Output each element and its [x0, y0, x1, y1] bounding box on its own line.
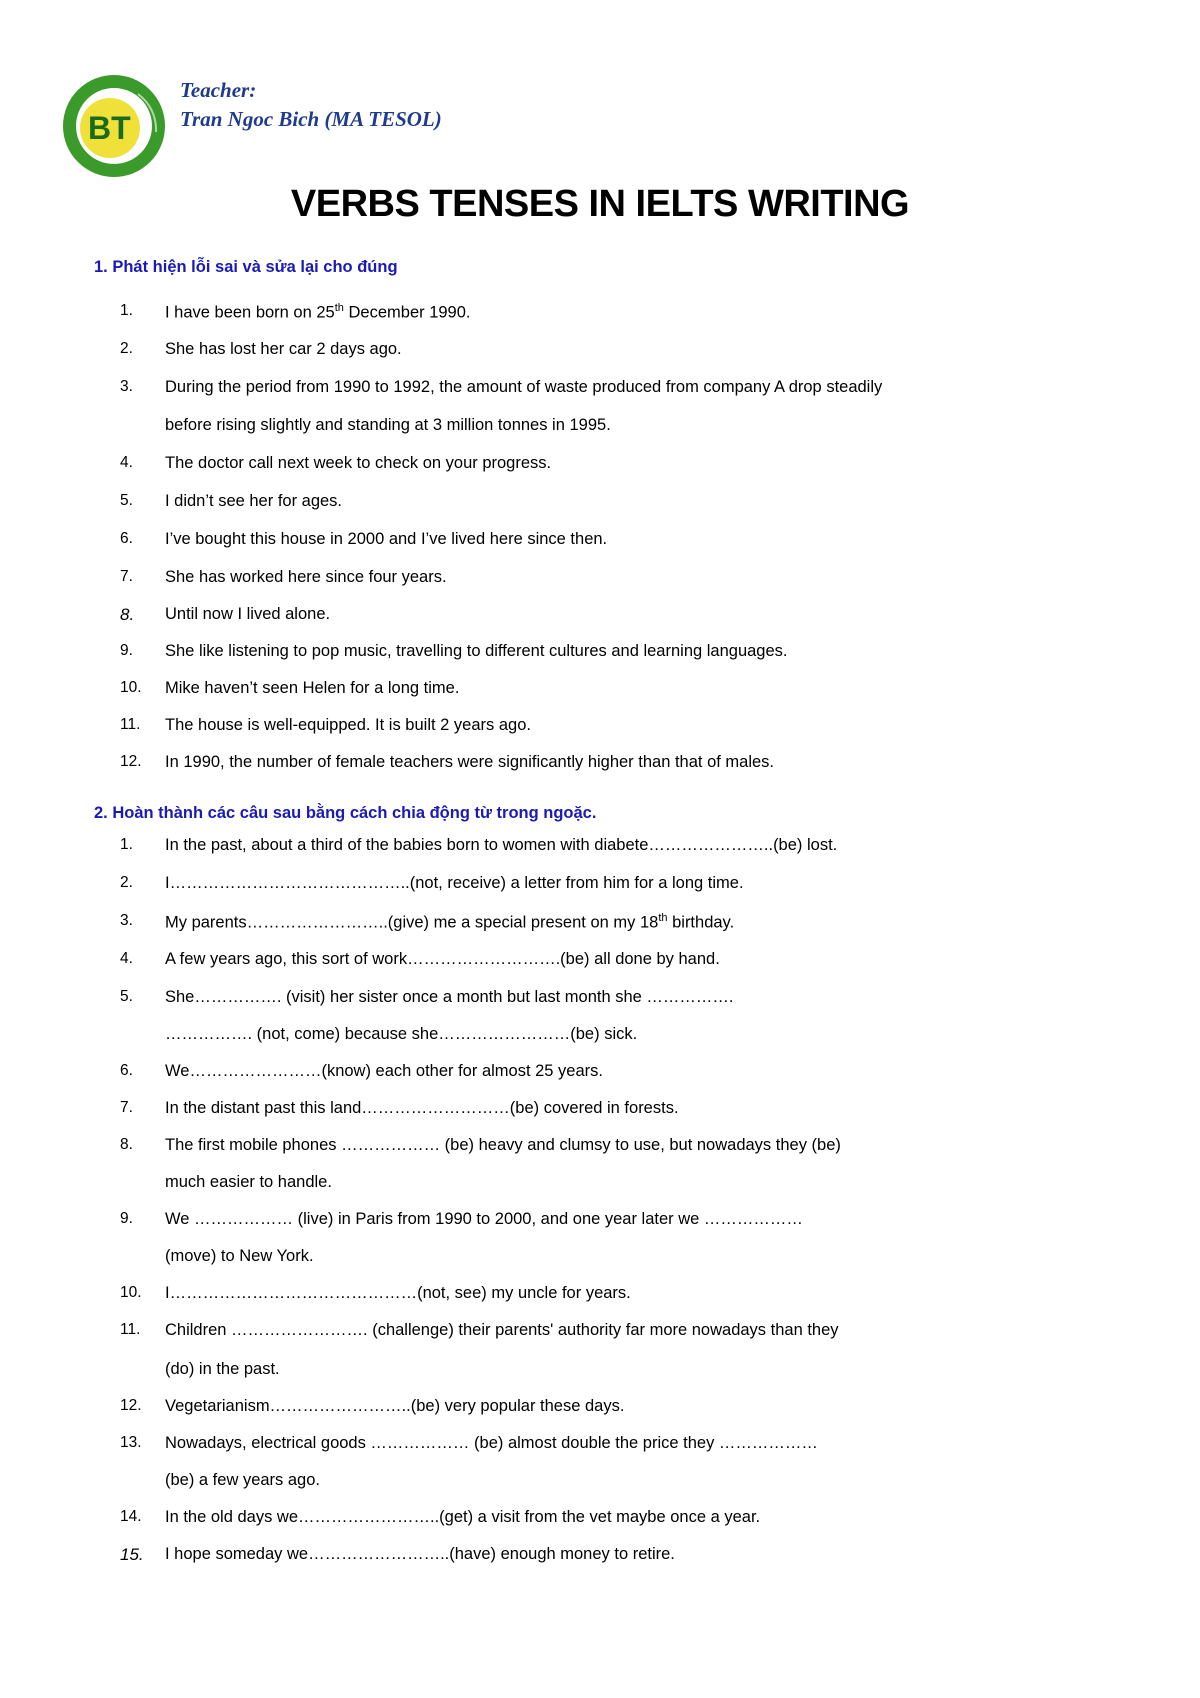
- item-text: I hope someday we……………………..(have) enough money to retire.: [165, 1545, 675, 1563]
- item-text: She like listening to pop music, travelling to different cultures and learning languages.: [165, 642, 788, 660]
- item-text: Mike haven’t seen Helen for a long time.: [165, 679, 460, 697]
- logo-text: BT: [88, 110, 131, 146]
- item-number: 12.: [120, 753, 142, 770]
- item-text: The doctor call next week to check on your progress.: [165, 454, 552, 472]
- item-number: 1.: [120, 836, 133, 853]
- item-text: I’ve bought this house in 2000 and I’ve lived here since then.: [165, 530, 608, 548]
- item-text: (move) to New York.: [165, 1247, 314, 1265]
- item-number: 14.: [120, 1508, 142, 1525]
- item-number: 9.: [120, 1210, 133, 1227]
- item-text: (be) a few years ago.: [165, 1471, 320, 1489]
- item-text: The house is well-equipped. It is built 2 years ago.: [165, 716, 531, 734]
- item-number: 10.: [120, 679, 142, 696]
- item-number: 11.: [120, 1321, 141, 1338]
- teacher-info: [180, 76, 442, 134]
- item-number: 11.: [120, 716, 141, 733]
- teacher-name: Tran Ngoc Bich (MA TESOL): [180, 107, 442, 131]
- item-text: She……………. (visit) her sister once a month but last month she …………….: [165, 988, 734, 1006]
- item-text: Children ……………………. (challenge) their parents' authority far more nowadays than they: [165, 1321, 839, 1339]
- item-number: 1.: [120, 302, 133, 319]
- item-number: 2.: [120, 874, 133, 891]
- item-number: 3.: [120, 912, 133, 929]
- section2-heading: 2. Hoàn thành các câu sau bằng cách chia động từ trong ngoặc.: [94, 804, 597, 822]
- item-number: 5.: [120, 988, 133, 1005]
- item-number: 8.: [120, 605, 135, 624]
- logo-graphic: [60, 72, 168, 180]
- item-text: ……………. (not, come) because she……………………(be) sick.: [165, 1025, 638, 1043]
- item-text: In the old days we……………………..(get) a visit from the vet maybe once a year.: [165, 1508, 761, 1526]
- item-text: I………………………………………(not, see) my uncle for years.: [165, 1284, 631, 1302]
- item-text: The first mobile phones ……………… (be) heavy and clumsy to use, but nowadays they (be): [165, 1136, 841, 1154]
- item-number: 4.: [120, 950, 133, 967]
- item-number: 7.: [120, 568, 133, 585]
- item-number: 6.: [120, 530, 133, 547]
- item-text: I have been born on 25th December 1990.: [165, 302, 471, 322]
- item-text: A few years ago, this sort of work……………………….(be) all done by hand.: [165, 950, 720, 968]
- item-text: Vegetarianism……………………..(be) very popular these days.: [165, 1397, 625, 1415]
- item-text: before rising slightly and standing at 3 million tonnes in 1995.: [165, 416, 611, 434]
- item-text: We ……………… (live) in Paris from 1990 to 2000, and one year later we ………………: [165, 1210, 803, 1228]
- item-text: She has worked here since four years.: [165, 568, 447, 586]
- logo: [60, 72, 168, 180]
- item-number: 5.: [120, 492, 133, 509]
- item-text: During the period from 1990 to 1992, the amount of waste produced from company A drop steadily: [165, 378, 883, 396]
- item-text: In the distant past this land………………………(be) covered in forests.: [165, 1099, 679, 1117]
- item-text: My parents……………………..(give) me a special present on my 18th birthday.: [165, 912, 735, 932]
- item-number: 10.: [120, 1284, 142, 1301]
- item-number: 8.: [120, 1136, 133, 1153]
- item-text: Until now I lived alone.: [165, 605, 331, 623]
- item-text: In the past, about a third of the babies born to women with diabete…………………..(be) lost.: [165, 836, 838, 854]
- item-number: 3.: [120, 378, 133, 395]
- page-title: VERBS TENSES IN IELTS WRITING: [290, 183, 910, 225]
- item-text: Nowadays, electrical goods ……………… (be) almost double the price they ………………: [165, 1434, 818, 1452]
- item-text: I didn’t see her for ages.: [165, 492, 343, 510]
- teacher-label: Teacher:: [180, 78, 257, 102]
- item-number: 12.: [120, 1397, 142, 1414]
- item-number: 13.: [120, 1434, 142, 1451]
- item-number: 9.: [120, 642, 133, 659]
- item-number: 7.: [120, 1099, 133, 1116]
- item-text: In 1990, the number of female teachers were significantly higher than that of males.: [165, 753, 775, 771]
- item-text: (do) in the past.: [165, 1360, 280, 1378]
- item-number: 15.: [120, 1545, 144, 1564]
- item-text: She has lost her car 2 days ago.: [165, 340, 402, 358]
- item-number: 4.: [120, 454, 133, 471]
- item-number: 2.: [120, 340, 133, 357]
- item-text: much easier to handle.: [165, 1173, 332, 1191]
- item-text: I……………………………………..(not, receive) a letter from him for a long time.: [165, 874, 744, 892]
- section1-heading: 1. Phát hiện lỗi sai và sửa lại cho đúng: [94, 258, 398, 276]
- item-number: 6.: [120, 1062, 133, 1079]
- item-text: We……………………(know) each other for almost 25 years.: [165, 1062, 603, 1080]
